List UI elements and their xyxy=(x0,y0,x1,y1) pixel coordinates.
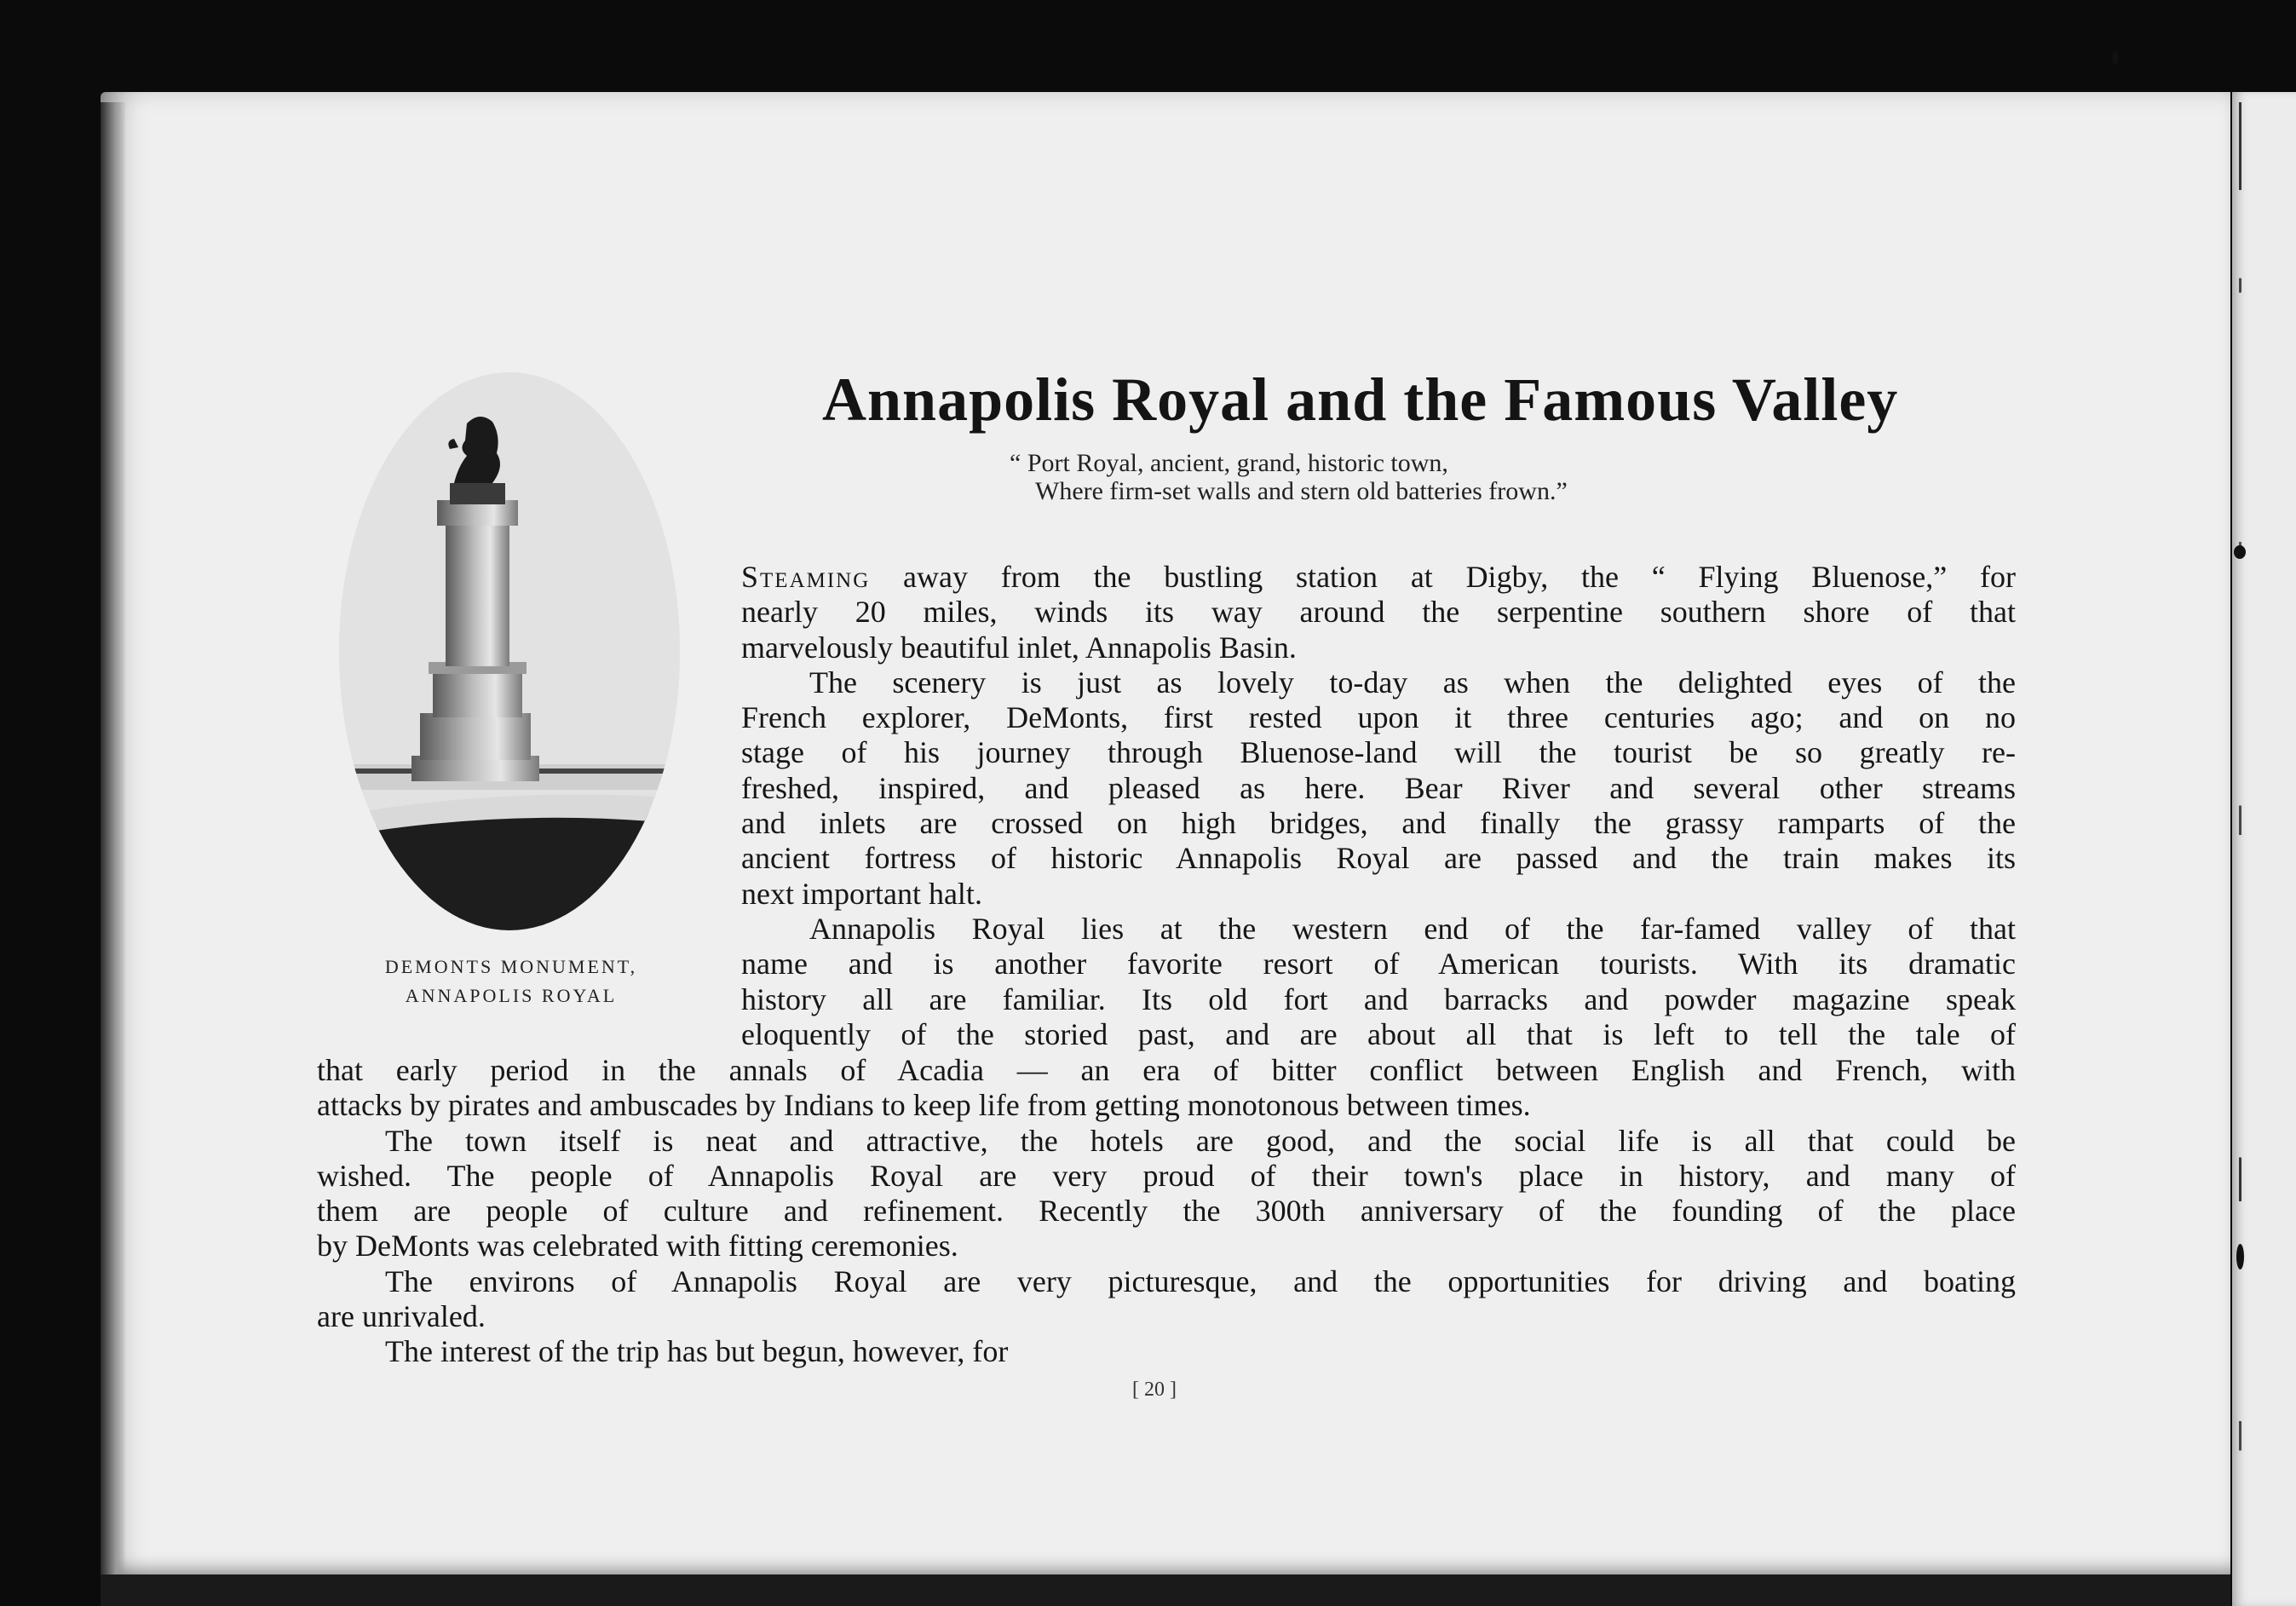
monument-photo xyxy=(339,372,680,930)
text-line: The interest of the trip has but begun, however, for xyxy=(385,1334,1009,1369)
caption-line: DEMONTS MONUMENT, xyxy=(384,956,638,977)
text-line: marvelously beautiful inlet, Annapolis Basin. xyxy=(741,630,1297,665)
dropcap-word: Steaming xyxy=(741,560,871,594)
text-line: The town itself is neat and attractive, the hotels are good, and the social life is all that could be xyxy=(385,1123,2016,1158)
binding-shadow xyxy=(101,102,126,1585)
text-line: eloquently of the storied past, and are about all that is left to tell the tale of xyxy=(741,1016,2016,1051)
body-text-narrow xyxy=(741,560,2016,1052)
text-line: French explorer, DeMonts, first rested upon it three centuries ago; and on no xyxy=(741,700,2016,735)
speck xyxy=(2112,51,2119,65)
text-line: and inlets are crossed on high bridges, and finally the grassy ramparts of the xyxy=(741,806,2016,841)
text-line: by DeMonts was celebrated with fitting ceremonies. xyxy=(317,1229,958,1264)
text-line: next important halt. xyxy=(741,876,982,911)
text-span: away from the bustling station at Digby, the “ Flying Bluenose,” for xyxy=(870,560,2016,594)
epigraph-line: “ Port Royal, ancient, grand, historic town, xyxy=(1010,449,1448,477)
gutter-marks xyxy=(2239,102,2241,1568)
text-line: Annapolis Royal lies at the western end of the far-famed valley of that xyxy=(809,911,2016,946)
page-title: Annapolis Royal and the Famous Valley xyxy=(822,366,1899,435)
text-line: nearly 20 miles, winds its way around the serpentine southern shore of that xyxy=(741,595,2016,630)
epigraph xyxy=(1010,449,1568,505)
text-line: The scenery is just as lovely to-day as when the delighted eyes of the xyxy=(809,665,2016,699)
monument-illustration xyxy=(339,372,680,930)
epigraph-line: Where firm-set walls and stern old batteries frown.” xyxy=(1035,477,1568,505)
text-line: history all are familiar. Its old fort and barracks and powder magazine speak xyxy=(741,981,2016,1016)
page-number: [ 20 ] xyxy=(1132,1379,1177,1401)
text-line: them are people of culture and refinement. Recently the 300th anniversary of the founding of the place xyxy=(317,1194,2016,1229)
bottom-edge xyxy=(101,1574,2230,1606)
text-line: freshed, inspired, and pleased as here. Bear River and several other streams xyxy=(741,770,2016,805)
text-line xyxy=(741,560,2016,595)
text-line: name and is another favorite resort of American tourists. With its dramatic xyxy=(741,947,2016,981)
speck xyxy=(2236,1244,2244,1269)
speck xyxy=(2234,545,2246,559)
next-page-edge xyxy=(2232,92,2296,1606)
text-line: attacks by pirates and ambuscades by Indians to keep life from getting monotonous between times. xyxy=(317,1088,1531,1123)
photo-caption xyxy=(341,953,682,1010)
text-line: ancient fortress of historic Annapolis Royal are passed and the train makes its xyxy=(741,841,2016,876)
caption-line: ANNAPOLIS ROYAL xyxy=(405,985,618,1006)
text-line: The environs of Annapolis Royal are very picturesque, and the opportunities for driving and boating xyxy=(385,1264,2016,1298)
text-line: that early period in the annals of Acadia — an era of bitter conflict between English and French, with xyxy=(317,1053,2016,1087)
text-line: are unrivaled. xyxy=(317,1299,486,1334)
body-text-wide xyxy=(317,1053,2016,1370)
text-line: wished. The people of Annapolis Royal are very proud of their town's place in history, and many of xyxy=(317,1158,2016,1193)
text-line: stage of his journey through Bluenose-land will the tourist be so greatly re- xyxy=(741,735,2016,770)
